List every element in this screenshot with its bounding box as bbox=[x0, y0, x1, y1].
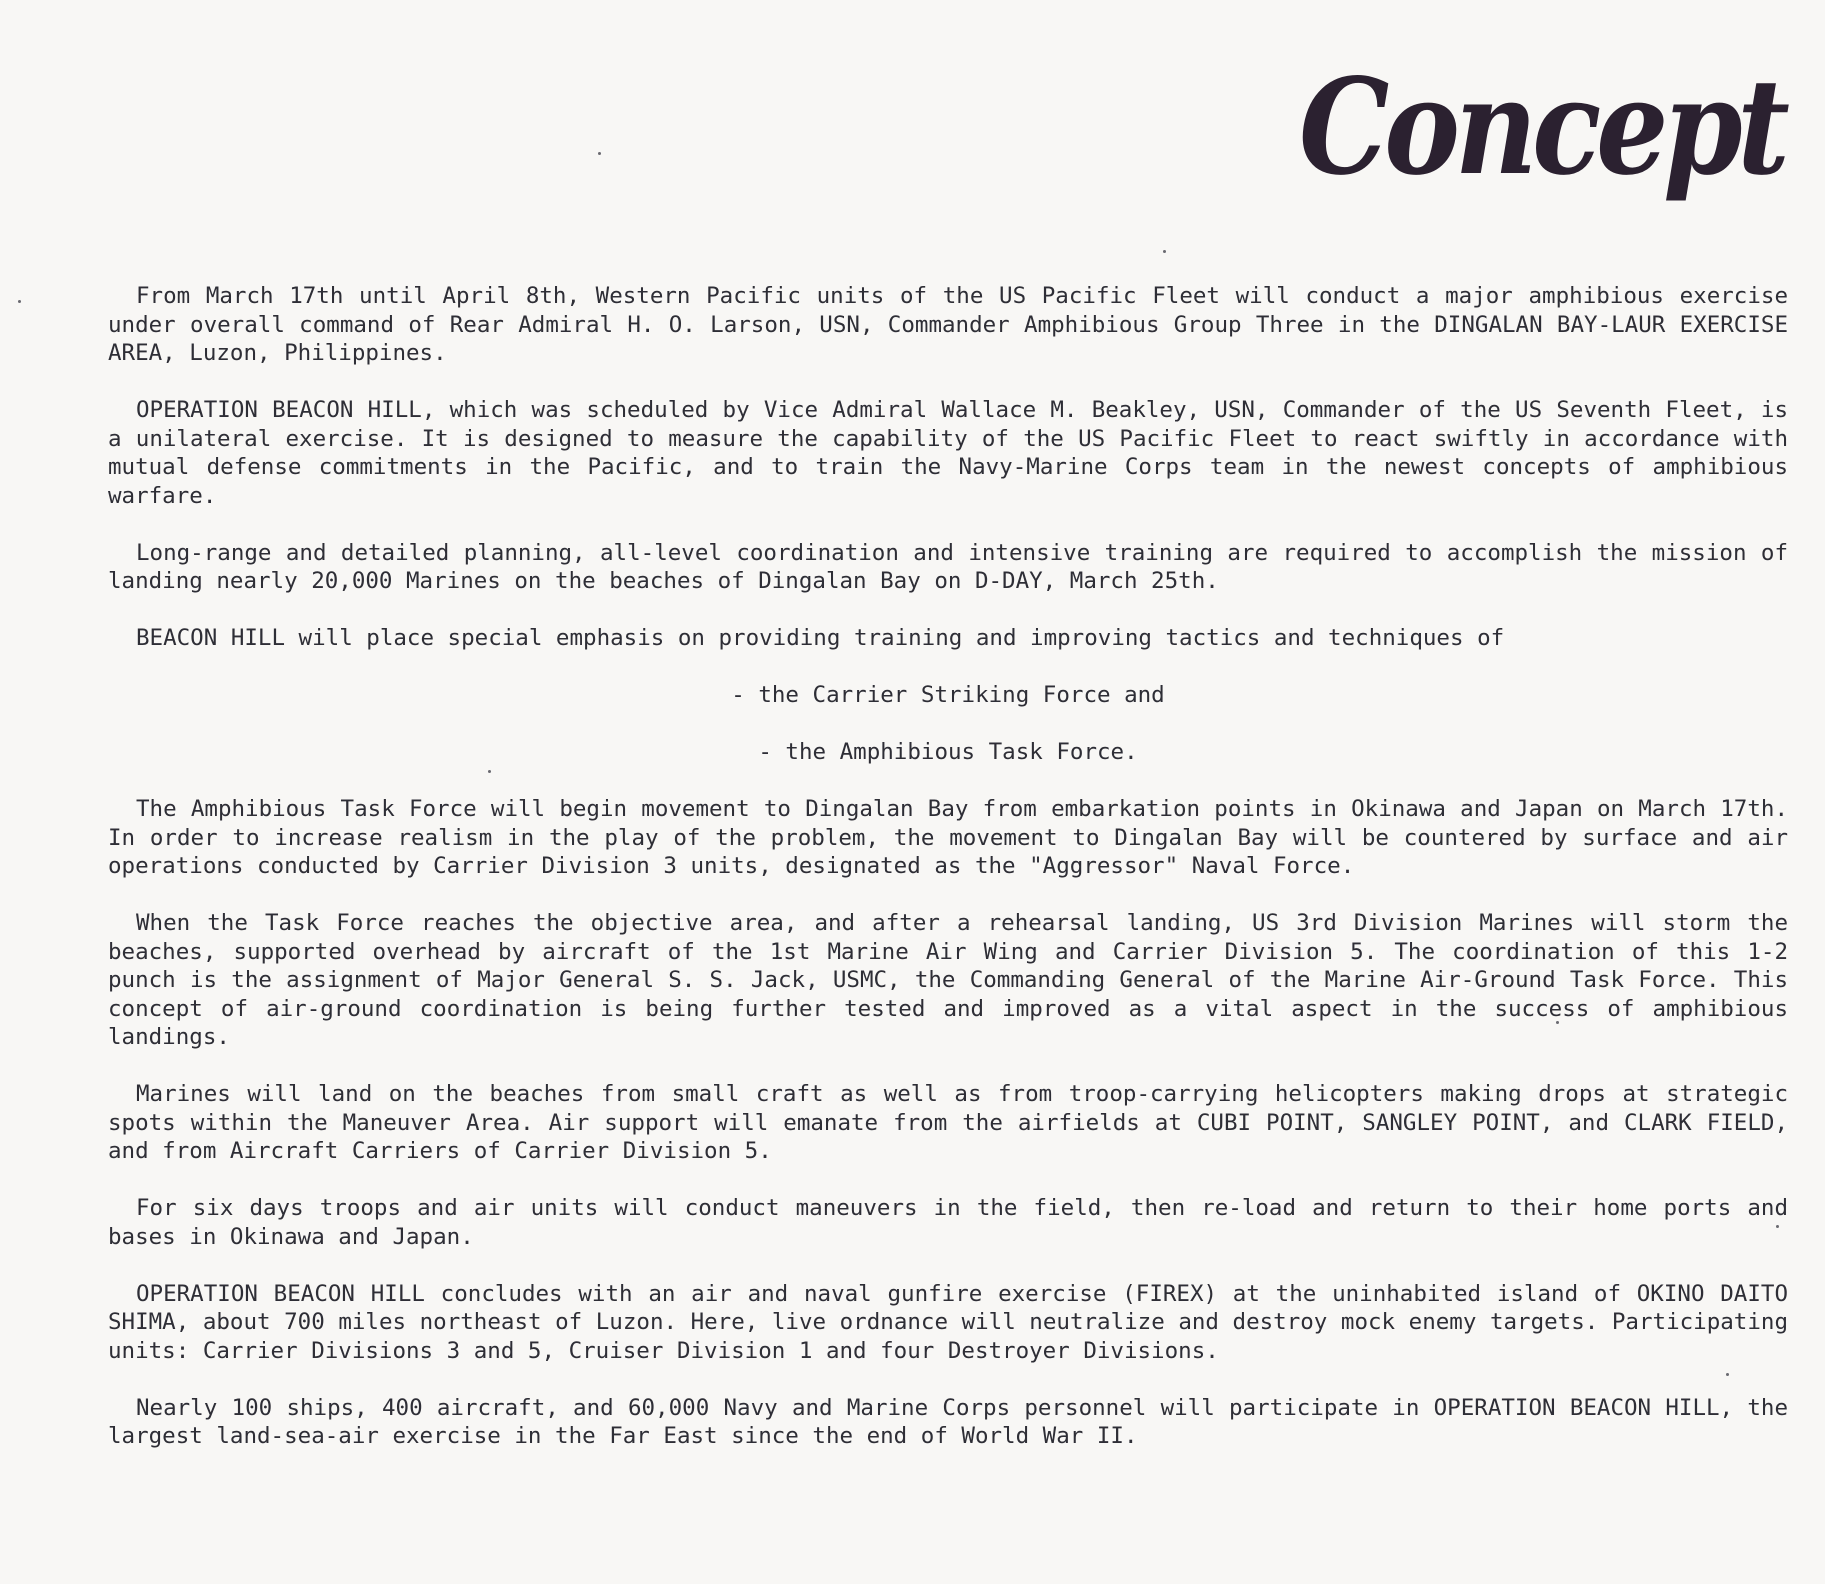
paragraph-participation: Nearly 100 ships, 400 aircraft, and 60,000 Navy and Marine Corps personnel will participate in OPERATION BEACON HILL, the largest land-sea-air exercise in the Far East since the end of World War II. bbox=[108, 1394, 1788, 1449]
paragraph-planning: Long-range and detailed planning, all-level coordination and intensive training are required to accomplish the mission of landing nearly 20,000 Marines on the beaches of Dingalan Bay on D-DAY, March 25th. bbox=[108, 539, 1788, 594]
paragraph-emphasis: BEACON HILL will place special emphasis on providing training and improving tactics and techniques of bbox=[136, 625, 1505, 651]
paragraph-field-maneuvers: For six days troops and air units will conduct maneuvers in the field, then re-load and return to their home ports and bases in Okinawa and Japan. bbox=[108, 1195, 1788, 1250]
paper-speck bbox=[1776, 1225, 1779, 1228]
document-body bbox=[108, 282, 1788, 1479]
paper-speck bbox=[488, 770, 491, 773]
emphasis-item-carrier-force: - the Carrier Striking Force and bbox=[731, 682, 1165, 708]
paper-speck bbox=[1556, 1021, 1559, 1024]
paragraph-landing-methods: Marines will land on the beaches from small craft as well as from troop-carrying helicopters making drops at strategic spots within the Maneuver Area. Air support will emanate from the airfields at CUBI POINT, SANGLEY POINT, and CLARK FIELD, and from Aircraft Carriers of Carrier Division 5. bbox=[108, 1081, 1788, 1164]
paragraph-beach-storming: When the Task Force reaches the objective area, and after a rehearsal landing, US 3rd Division Marines will storm the beaches, supported overhead by aircraft of the 1st Marine Air Wing and Carrier Division 5. The coordination of this 1-2 punch is the assignment of Major General S. S. Jack, USMC, the Commanding General of the Marine Air-Ground Task Force. This concept of air-ground coordination is being further tested and improved as a vital aspect in the success of amphibious landings. bbox=[108, 910, 1788, 1050]
paper-speck bbox=[18, 300, 21, 303]
paragraph-operation-purpose: OPERATION BEACON HILL, which was scheduled by Vice Admiral Wallace M. Beakley, USN, Commander of the US Seventh Fleet, is a unilateral exercise. It is designed to measure the capability of the US Pacific Fleet to react swiftly in accordance with mutual defense commitments in the Pacific, and to train the Navy-Marine Corps team in the newest concepts of amphibious warfare. bbox=[108, 397, 1788, 509]
paragraph-exercise-overview: From March 17th until April 8th, Western Pacific units of the US Pacific Fleet will conduct a major amphibious exercise under overall command of Rear Admiral H. O. Larson, USN, Commander Amphibious Group Three in the DINGALAN BAY-LAUR EXERCISE AREA, Luzon, Philippines. bbox=[108, 283, 1788, 366]
paragraph-task-force-movement: The Amphibious Task Force will begin movement to Dingalan Bay from embarkation points in Okinawa and Japan on March 17th. In order to increase realism in the play of the problem, the movement to Dingalan Bay will be countered by surface and air operations conducted by Carrier Division 3 units, designated as the "Aggressor" Naval Force. bbox=[108, 796, 1788, 879]
emphasis-item-amphibious-force: - the Amphibious Task Force. bbox=[758, 739, 1138, 765]
paper-speck bbox=[1163, 250, 1166, 253]
paragraph-firex: OPERATION BEACON HILL concludes with an air and naval gunfire exercise (FIREX) at the uninhabited island of OKINO DAITO SHIMA, about 700 miles northeast of Luzon. Here, live ordnance will neutralize and destroy mock enemy targets. Participating units: Carrier Divisions 3 and 5, Cruiser Division 1 and four Destroyer Divisions. bbox=[108, 1280, 1788, 1364]
page-heading: Concept bbox=[1299, 50, 1785, 205]
paper-speck bbox=[598, 152, 601, 155]
paper-speck bbox=[1726, 1373, 1729, 1376]
